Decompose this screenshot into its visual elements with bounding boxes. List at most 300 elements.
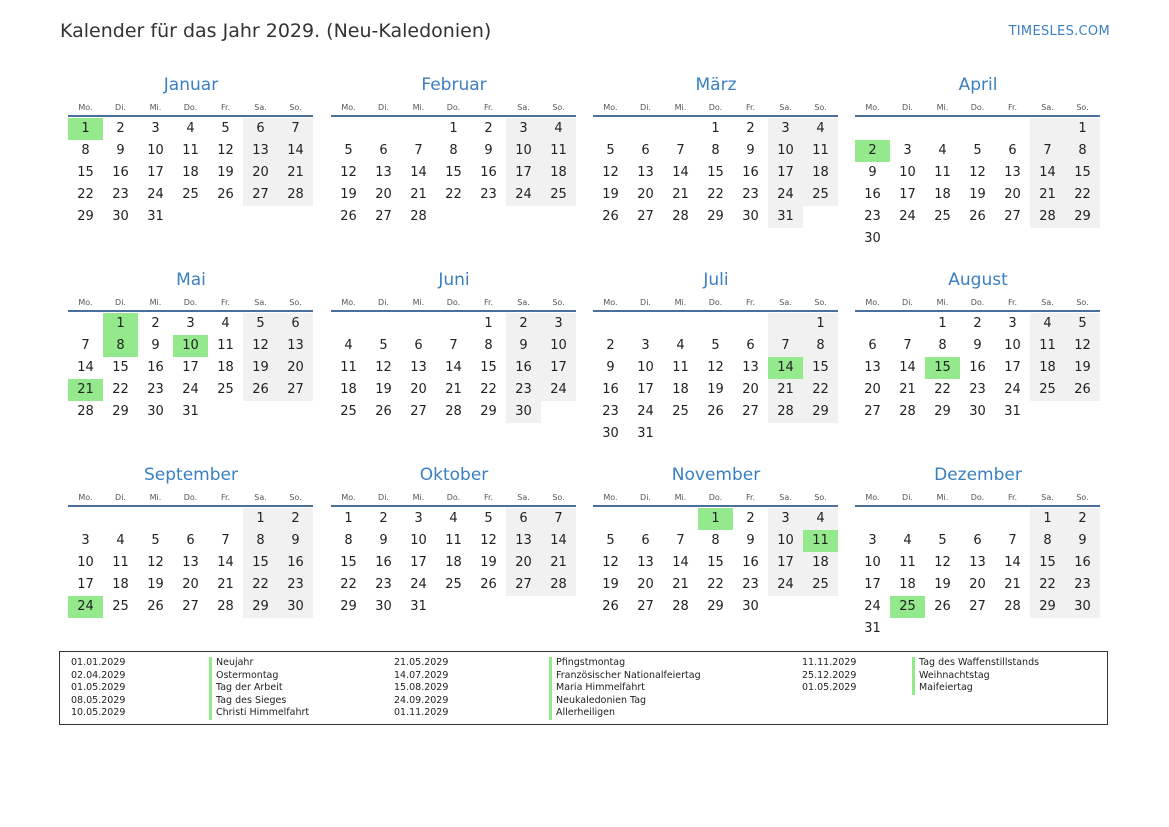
day-cell: 30 <box>375 599 392 614</box>
month-6 <box>331 267 577 423</box>
day-cell: 24 <box>1004 382 1021 397</box>
day-cell: 18 <box>217 360 234 375</box>
day-cell: 25 <box>803 574 838 596</box>
day-cell: 15 <box>1030 552 1065 574</box>
weekday-label: Sa. <box>517 298 530 307</box>
holiday-name: Pfingstmontag <box>556 657 626 668</box>
day-cell: 2 <box>746 121 755 136</box>
empty-cell <box>541 596 576 618</box>
holiday-date: 11.11.2029 <box>802 657 857 668</box>
day-cell: 27 <box>1004 209 1021 224</box>
weekday-header <box>68 293 314 311</box>
day-cell: 21 <box>217 577 234 592</box>
holiday-name: Ostermontag <box>216 669 279 681</box>
weekday-label: Di. <box>378 493 389 502</box>
day-cell: 1 <box>1030 508 1065 530</box>
weekday-label: Do. <box>446 493 461 502</box>
day-cell: 6 <box>414 338 423 353</box>
empty-cell <box>331 118 366 140</box>
day-cell: 21 <box>672 187 689 202</box>
weekday-label: Sa. <box>779 493 792 502</box>
holiday-name: Christi Himmelfahrt <box>216 707 310 719</box>
weekday-label: Mi. <box>149 298 162 307</box>
empty-cell <box>663 508 698 530</box>
empty-cell <box>173 508 208 530</box>
day-cell: 15 <box>77 165 94 180</box>
day-cell: 21 <box>541 552 576 574</box>
day-cell: 9 <box>116 143 125 158</box>
day-cell: 3 <box>768 508 803 530</box>
day-cell: 25 <box>1030 379 1065 401</box>
day-cell: 28 <box>899 404 916 419</box>
day-cell: 28 <box>1030 206 1065 228</box>
day-cell: 15 <box>112 360 129 375</box>
day-cell: 11 <box>217 338 234 353</box>
empty-cell <box>593 118 628 140</box>
empty-cell <box>436 596 471 618</box>
day-cell: 16 <box>742 165 759 180</box>
day-cell: 9 <box>278 530 313 552</box>
day-cell: 13 <box>637 555 654 570</box>
day-cell: 28 <box>410 209 427 224</box>
empty-cell <box>506 596 541 618</box>
empty-cell <box>663 313 698 335</box>
day-cell: 2 <box>746 511 755 526</box>
day-cell: 6 <box>506 508 541 530</box>
weekday-label: Mo. <box>341 493 356 502</box>
day-cell: 22 <box>340 577 357 592</box>
day-cell: 5 <box>973 143 982 158</box>
day-cell: 31 <box>182 404 199 419</box>
day-cell: 25 <box>445 577 462 592</box>
day-cell: 14 <box>672 165 689 180</box>
empty-cell <box>698 423 733 445</box>
weekday-header <box>331 98 577 116</box>
day-cell: 7 <box>81 338 90 353</box>
day-cell: 9 <box>746 533 755 548</box>
empty-cell <box>1030 228 1065 250</box>
empty-cell <box>278 401 313 423</box>
empty-cell <box>925 228 960 250</box>
weekday-label: Sa. <box>1041 298 1054 307</box>
day-cell: 16 <box>278 552 313 574</box>
day-cell: 21 <box>672 577 689 592</box>
day-cell: 27 <box>637 209 654 224</box>
day-cell: 17 <box>147 165 164 180</box>
empty-cell <box>768 423 803 445</box>
day-cell: 17 <box>506 162 541 184</box>
day-cell: 24 <box>899 209 916 224</box>
empty-cell <box>960 118 995 140</box>
day-cell: 24 <box>506 184 541 206</box>
day-cell: 24 <box>147 187 164 202</box>
day-cell: 22 <box>934 382 951 397</box>
empty-cell <box>401 118 436 140</box>
weekday-label: Fr. <box>220 103 231 112</box>
day-cell: 28 <box>217 599 234 614</box>
day-cell: 19 <box>934 577 951 592</box>
day-cell: 1 <box>484 316 493 331</box>
day-cell: 17 <box>768 162 803 184</box>
day-cell: 18 <box>541 162 576 184</box>
day-cell: 26 <box>602 599 619 614</box>
weekday-header <box>855 488 1101 506</box>
day-grid <box>855 508 1101 640</box>
weekday-header <box>593 293 839 311</box>
day-cell: 19 <box>340 187 357 202</box>
day-cell: 4 <box>938 143 947 158</box>
day-cell: 14 <box>899 360 916 375</box>
day-cell: 21 <box>278 162 313 184</box>
weekday-label: Sa. <box>779 298 792 307</box>
empty-cell <box>995 228 1030 250</box>
holiday-name: Allerheiligen <box>556 707 616 719</box>
day-cell: 25 <box>182 187 199 202</box>
day-cell: 7 <box>449 338 458 353</box>
day-cell: 1 <box>938 316 947 331</box>
empty-cell <box>541 401 576 423</box>
day-cell: 18 <box>803 552 838 574</box>
day-cell: 14 <box>278 140 313 162</box>
day-cell: 30 <box>147 404 164 419</box>
day-cell: 4 <box>803 118 838 140</box>
month-8 <box>855 267 1101 423</box>
day-cell: 8 <box>1030 530 1065 552</box>
weekday-label: Mo. <box>865 493 880 502</box>
day-cell: 3 <box>541 313 576 335</box>
weekday-label: Sa. <box>254 103 267 112</box>
weekday-label: Di. <box>115 298 126 307</box>
day-cell: 15 <box>340 555 357 570</box>
day-cell: 15 <box>480 360 497 375</box>
day-cell: 29 <box>934 404 951 419</box>
day-cell: 27 <box>969 599 986 614</box>
weekday-label: So. <box>1076 493 1089 502</box>
weekday-label: Mo. <box>865 298 880 307</box>
day-cell: 30 <box>278 596 313 618</box>
day-cell: 26 <box>340 209 357 224</box>
day-cell: 29 <box>707 599 724 614</box>
day-cell: 21 <box>68 379 103 401</box>
day-cell: 16 <box>742 555 759 570</box>
holiday-dates-col-2 <box>394 657 448 720</box>
day-cell: 5 <box>938 533 947 548</box>
day-cell: 22 <box>77 187 94 202</box>
empty-cell <box>278 206 313 228</box>
day-cell: 10 <box>768 140 803 162</box>
empty-cell <box>733 423 768 445</box>
day-grid <box>331 118 577 228</box>
weekday-header <box>855 293 1101 311</box>
day-cell: 13 <box>182 555 199 570</box>
day-cell: 12 <box>217 143 234 158</box>
day-cell: 19 <box>602 187 619 202</box>
month-name: November <box>671 465 761 485</box>
day-cell: 30 <box>742 209 759 224</box>
day-cell: 8 <box>81 143 90 158</box>
day-grid <box>593 508 839 618</box>
weekday-header <box>331 488 577 506</box>
day-cell: 23 <box>969 382 986 397</box>
weekday-label: So. <box>552 103 565 112</box>
day-cell: 4 <box>541 118 576 140</box>
empty-cell <box>1065 618 1100 640</box>
month-name: April <box>958 75 998 95</box>
empty-cell <box>890 118 925 140</box>
empty-cell <box>925 508 960 530</box>
day-cell: 22 <box>243 574 278 596</box>
weekday-label: Do. <box>183 298 198 307</box>
day-cell: 9 <box>973 338 982 353</box>
day-cell: 12 <box>375 360 392 375</box>
day-cell: 5 <box>151 533 160 548</box>
day-cell: 14 <box>768 357 803 379</box>
day-cell: 25 <box>217 382 234 397</box>
day-cell: 26 <box>243 379 278 401</box>
day-cell: 17 <box>864 577 881 592</box>
day-cell: 5 <box>606 143 615 158</box>
day-cell: 7 <box>1030 140 1065 162</box>
day-cell: 13 <box>375 165 392 180</box>
day-cell: 12 <box>1065 335 1100 357</box>
day-cell: 10 <box>147 143 164 158</box>
day-cell: 7 <box>1008 533 1017 548</box>
day-cell: 4 <box>449 511 458 526</box>
day-cell: 21 <box>410 187 427 202</box>
weekday-label: Mi. <box>674 298 687 307</box>
day-cell: 22 <box>707 187 724 202</box>
day-cell: 12 <box>602 555 619 570</box>
holiday-names-col-1 <box>209 657 309 720</box>
month-10 <box>331 462 577 618</box>
day-cell: 7 <box>676 533 685 548</box>
day-cell: 15 <box>243 552 278 574</box>
day-cell: 31 <box>1004 404 1021 419</box>
empty-cell <box>628 508 663 530</box>
day-cell: 25 <box>340 404 357 419</box>
holiday-name: Weihnachtstag <box>919 669 990 681</box>
day-cell: 26 <box>1065 379 1100 401</box>
weekday-label: So. <box>814 103 827 112</box>
day-cell: 31 <box>864 621 881 636</box>
day-cell: 20 <box>969 577 986 592</box>
weekday-label: Fr. <box>483 493 494 502</box>
day-cell: 2 <box>606 338 615 353</box>
day-cell: 6 <box>243 118 278 140</box>
day-cell: 24 <box>541 379 576 401</box>
empty-cell <box>1065 228 1100 250</box>
day-cell: 10 <box>410 533 427 548</box>
month-name: Juli <box>703 270 729 290</box>
day-cell: 6 <box>641 143 650 158</box>
weekday-label: Sa. <box>517 103 530 112</box>
day-cell: 4 <box>344 338 353 353</box>
day-cell: 30 <box>969 404 986 419</box>
day-cell: 3 <box>151 121 160 136</box>
day-cell: 14 <box>217 555 234 570</box>
empty-cell <box>436 206 471 228</box>
day-cell: 1 <box>68 118 103 140</box>
day-cell: 2 <box>506 313 541 335</box>
empty-cell <box>243 206 278 228</box>
day-cell: 11 <box>803 140 838 162</box>
weekday-label: Di. <box>115 103 126 112</box>
day-cell: 17 <box>1004 360 1021 375</box>
empty-cell <box>960 228 995 250</box>
empty-cell <box>471 206 506 228</box>
day-cell: 16 <box>1065 552 1100 574</box>
day-cell: 3 <box>1008 316 1017 331</box>
day-cell: 15 <box>707 555 724 570</box>
day-cell: 1 <box>449 121 458 136</box>
day-cell: 4 <box>676 338 685 353</box>
day-cell: 7 <box>768 335 803 357</box>
weekday-label: Di. <box>640 298 651 307</box>
holiday-list <box>59 651 1108 725</box>
weekday-label: Mo. <box>603 493 618 502</box>
day-cell: 10 <box>768 530 803 552</box>
weekday-label: Fr. <box>483 298 494 307</box>
day-cell: 28 <box>278 184 313 206</box>
day-cell: 16 <box>969 360 986 375</box>
day-cell: 19 <box>1065 357 1100 379</box>
empty-cell <box>663 118 698 140</box>
day-cell: 5 <box>606 533 615 548</box>
holiday-date: 02.04.2029 <box>71 669 126 681</box>
day-cell: 2 <box>973 316 982 331</box>
day-cell: 20 <box>1004 187 1021 202</box>
weekday-label: Mi. <box>674 103 687 112</box>
holiday-date: 10.05.2029 <box>71 707 126 719</box>
day-cell: 4 <box>1030 313 1065 335</box>
day-cell: 29 <box>112 404 129 419</box>
weekday-header <box>68 488 314 506</box>
day-cell: 6 <box>278 313 313 335</box>
empty-cell <box>366 313 401 335</box>
day-cell: 20 <box>243 162 278 184</box>
day-cell: 10 <box>173 335 208 357</box>
weekday-label: Fr. <box>745 298 756 307</box>
day-cell: 13 <box>1004 165 1021 180</box>
day-cell: 11 <box>182 143 199 158</box>
month-3 <box>593 72 839 228</box>
month-1 <box>68 72 314 228</box>
weekday-label: So. <box>289 493 302 502</box>
day-cell: 3 <box>81 533 90 548</box>
empty-cell <box>890 618 925 640</box>
day-cell: 17 <box>77 577 94 592</box>
month-name: März <box>695 75 737 95</box>
weekday-label: Do. <box>708 103 723 112</box>
weekday-label: Mo. <box>865 103 880 112</box>
day-cell: 29 <box>243 596 278 618</box>
weekday-label: Do. <box>970 103 985 112</box>
day-cell: 30 <box>864 231 881 246</box>
empty-cell <box>925 118 960 140</box>
weekday-header <box>593 98 839 116</box>
weekday-label: Sa. <box>1041 103 1054 112</box>
day-cell: 24 <box>768 184 803 206</box>
weekday-label: Sa. <box>254 298 267 307</box>
day-cell: 7 <box>676 143 685 158</box>
day-cell: 18 <box>1030 357 1065 379</box>
month-name: Januar <box>163 75 219 95</box>
day-cell: 29 <box>1030 596 1065 618</box>
weekday-label: Mi. <box>149 493 162 502</box>
day-cell: 7 <box>903 338 912 353</box>
day-cell: 8 <box>103 335 138 357</box>
holiday-name: Maria Himmelfahrt <box>556 682 645 694</box>
day-cell: 5 <box>344 143 353 158</box>
day-cell: 16 <box>112 165 129 180</box>
day-cell: 8 <box>711 533 720 548</box>
weekday-label: So. <box>1076 103 1089 112</box>
day-cell: 5 <box>221 121 230 136</box>
day-cell: 23 <box>1065 574 1100 596</box>
day-cell: 20 <box>864 382 881 397</box>
empty-cell <box>768 596 803 618</box>
day-cell: 23 <box>480 187 497 202</box>
weekday-label: So. <box>289 298 302 307</box>
day-cell: 29 <box>1065 206 1100 228</box>
day-cell: 11 <box>672 360 689 375</box>
empty-cell <box>593 508 628 530</box>
day-cell: 10 <box>77 555 94 570</box>
brand-link[interactable]: TIMESLES.COM <box>1008 24 1110 39</box>
page-title: Kalender für das Jahr 2029. (Neu-Kaledonien) <box>60 20 492 42</box>
day-cell: 8 <box>1065 140 1100 162</box>
day-cell: 23 <box>864 209 881 224</box>
weekday-label: So. <box>814 493 827 502</box>
day-cell: 19 <box>217 165 234 180</box>
empty-cell <box>1030 401 1065 423</box>
day-cell: 14 <box>541 530 576 552</box>
weekday-label: Di. <box>378 298 389 307</box>
day-cell: 5 <box>379 338 388 353</box>
day-cell: 11 <box>1030 335 1065 357</box>
day-cell: 20 <box>637 187 654 202</box>
day-cell: 26 <box>934 599 951 614</box>
day-cell: 30 <box>1065 596 1100 618</box>
day-cell: 26 <box>707 404 724 419</box>
empty-cell <box>995 118 1030 140</box>
day-cell: 28 <box>445 404 462 419</box>
month-name: August <box>948 270 1008 290</box>
day-cell: 14 <box>410 165 427 180</box>
day-grid <box>593 118 839 228</box>
day-cell: 7 <box>278 118 313 140</box>
day-cell: 12 <box>707 360 724 375</box>
day-cell: 23 <box>112 187 129 202</box>
day-cell: 21 <box>445 382 462 397</box>
day-cell: 4 <box>221 316 230 331</box>
weekday-header <box>331 293 577 311</box>
day-cell: 19 <box>375 382 392 397</box>
day-cell: 12 <box>147 555 164 570</box>
day-cell: 10 <box>1004 338 1021 353</box>
empty-cell <box>68 313 103 335</box>
day-cell: 14 <box>672 555 689 570</box>
day-cell: 26 <box>375 404 392 419</box>
holiday-date: 01.01.2029 <box>71 657 126 668</box>
weekday-label: Sa. <box>254 493 267 502</box>
day-cell: 28 <box>77 404 94 419</box>
day-cell: 20 <box>506 552 541 574</box>
weekday-label: Fr. <box>1007 103 1018 112</box>
day-cell: 13 <box>969 555 986 570</box>
weekday-label: Fr. <box>220 493 231 502</box>
day-cell: 3 <box>641 338 650 353</box>
